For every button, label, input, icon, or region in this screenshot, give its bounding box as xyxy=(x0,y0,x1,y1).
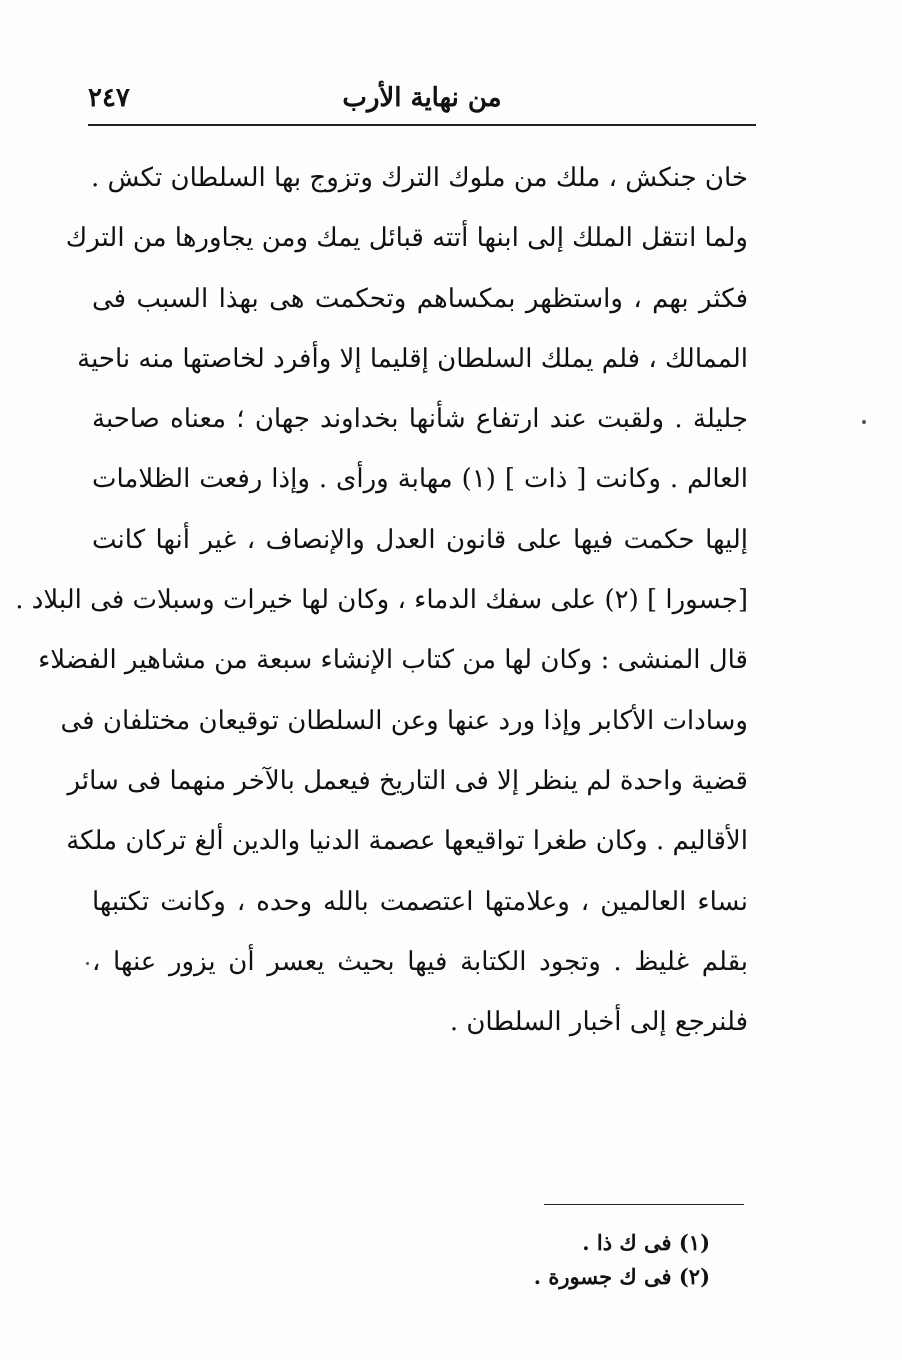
footnote-1: (١) فى ك ذا . xyxy=(582,1230,710,1255)
running-title: من نهاية الأرب xyxy=(342,83,502,113)
text-line: جليلة . ولقبت عند ارتفاع شأنها بخداوند جهان ؛ معناه صاحبة xyxy=(92,404,748,435)
footnote-rule xyxy=(544,1204,744,1205)
text-line: قال المنشى : وكان لها من كتاب الإنشاء سبعة من مشاهير الفضلاء xyxy=(38,645,748,676)
text-line: وسادات الأكابر وإذا ورد عنها وعن السلطان توقيعان مختلفان فى xyxy=(60,705,748,736)
text-line: العالم . وكانت [ ذات ] (١) مهابة ورأى . وإذا رفعت الظلامات xyxy=(92,464,748,495)
text-line: ولما انتقل الملك إلى ابنها أتته قبائل يمك ومن يجاورها من الترك xyxy=(65,223,748,254)
text-line: خان جنكش ، ملك من ملوك الترك وتزوج بها السلطان تكش . xyxy=(90,163,748,193)
header-rule xyxy=(88,124,756,126)
footnote-2: (٢) فى ك جسورة . xyxy=(533,1264,710,1289)
text-line: فكثر بهم ، واستظهر بمكساهم وتحكمت هى بهذا السبب فى xyxy=(92,283,748,314)
text-line-last: فلنرجع إلى أخبار السلطان . xyxy=(449,1007,748,1038)
page-header xyxy=(88,78,756,118)
text-line: الممالك ، فلم يملك السلطان إقليما إلا وأفرد لخاصتها منه ناحية xyxy=(77,343,748,374)
text-line: إليها حكمت فيها على قانون العدل والإنصاف ، غير أنها كانت xyxy=(92,524,748,555)
text-line: [جسورا ] (٢) على سفك الدماء ، وكان لها خيرات وسبلات فى البلاد . xyxy=(15,585,748,616)
text-line: بقلم غليظ . وتجود الكتابة فيها بحيث يعسر أن يزور عنها ، xyxy=(92,946,748,977)
body-text xyxy=(15,148,748,1052)
text-line: قضية واحدة لم ينظر إلا فى التاريخ فيعمل بالآخر منهما فى سائر xyxy=(67,765,748,796)
footnotes xyxy=(410,1226,710,1294)
text-line: الأقاليم . وكان طغرا تواقيعها عصمة الدنيا والدين ألغ تركان ملكة xyxy=(66,826,748,857)
text-line: نساء العالمين ، وعلامتها اعتصمت بالله وحده ، وكانت تكتبها xyxy=(92,886,748,917)
page-number: ٢٤٧ xyxy=(88,83,130,113)
paper-speck xyxy=(86,962,89,965)
paper-speck xyxy=(862,420,866,424)
